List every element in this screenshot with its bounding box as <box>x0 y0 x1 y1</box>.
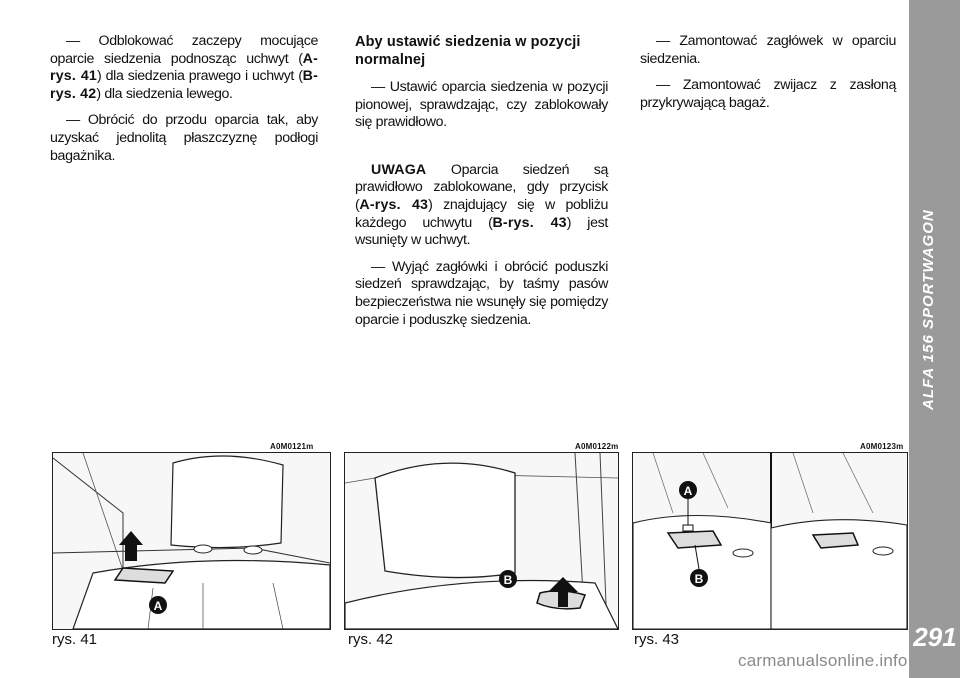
paragraph-upright: — Ustawić oparcia siedzenia w pozycji pionowej, sprawdzając, czy zablokowały się prawidłowo. <box>355 79 608 131</box>
figure-code-43: A0M0123m <box>860 442 904 451</box>
callout-label-b: B <box>694 572 704 586</box>
text-column-3 <box>640 33 896 121</box>
figure-caption-42: rys. 42 <box>348 631 394 648</box>
figure-caption-41: rys. 41 <box>52 631 98 648</box>
figure-code-41: A0M0121m <box>270 442 314 451</box>
callout-label-a: A <box>683 484 693 498</box>
callout-label-b: B <box>503 573 513 587</box>
paragraph-headrests: — Wyjąć zagłówki i obrócić poduszki siedzeń sprawdzając, by taśmy pasów bezpieczeństwa nie wsunęły się pomiędzy oparcie i poduszkę siedzenia. <box>355 258 608 328</box>
text-column-2 <box>355 33 608 338</box>
figure-42 <box>344 452 619 630</box>
page-number: 291 <box>913 622 957 652</box>
text-column-1 <box>50 33 318 174</box>
paragraph-mount-headrest: — Zamontować zagłówek w oparciu siedzenia. <box>640 33 896 67</box>
paragraph-mount-cover: — Zamontować zwijacz z zasłoną przykrywającą bagaż. <box>640 77 896 111</box>
watermark: carmanualsonline.info <box>738 651 908 670</box>
paragraph-unlock: — Odblokować zaczepy mocujące oparcie siedzenia podnosząc uchwyt (A-rys. 41) dla siedzenia prawego i uchwyt (B-rys. 42) dla siedzenia lewego. <box>50 33 319 102</box>
note-label: UWAGA <box>371 161 427 178</box>
section-heading: Aby ustawić siedzenia w pozycji normalnej <box>355 34 581 68</box>
figure-43 <box>632 452 908 630</box>
chapter-title <box>920 380 937 410</box>
callout-label-a: A <box>153 599 163 613</box>
figure-code-42: A0M0122m <box>575 442 619 451</box>
figure-caption-43: rys. 43 <box>634 631 680 648</box>
paragraph-note: UWAGA Oparcia siedzeń są prawidłowo zablokowane, gdy przycisk (A-rys. 43) znajdujący się w pobliżu każdego uchwytu (B-rys. 43) jest wsunięty w uchwyt. <box>355 161 608 249</box>
paragraph-rotate: — Obrócić do przodu oparcia tak, aby uzyskać jednolitą płaszczyznę podłogi bagażnika. <box>50 112 318 164</box>
figure-41 <box>52 452 331 630</box>
